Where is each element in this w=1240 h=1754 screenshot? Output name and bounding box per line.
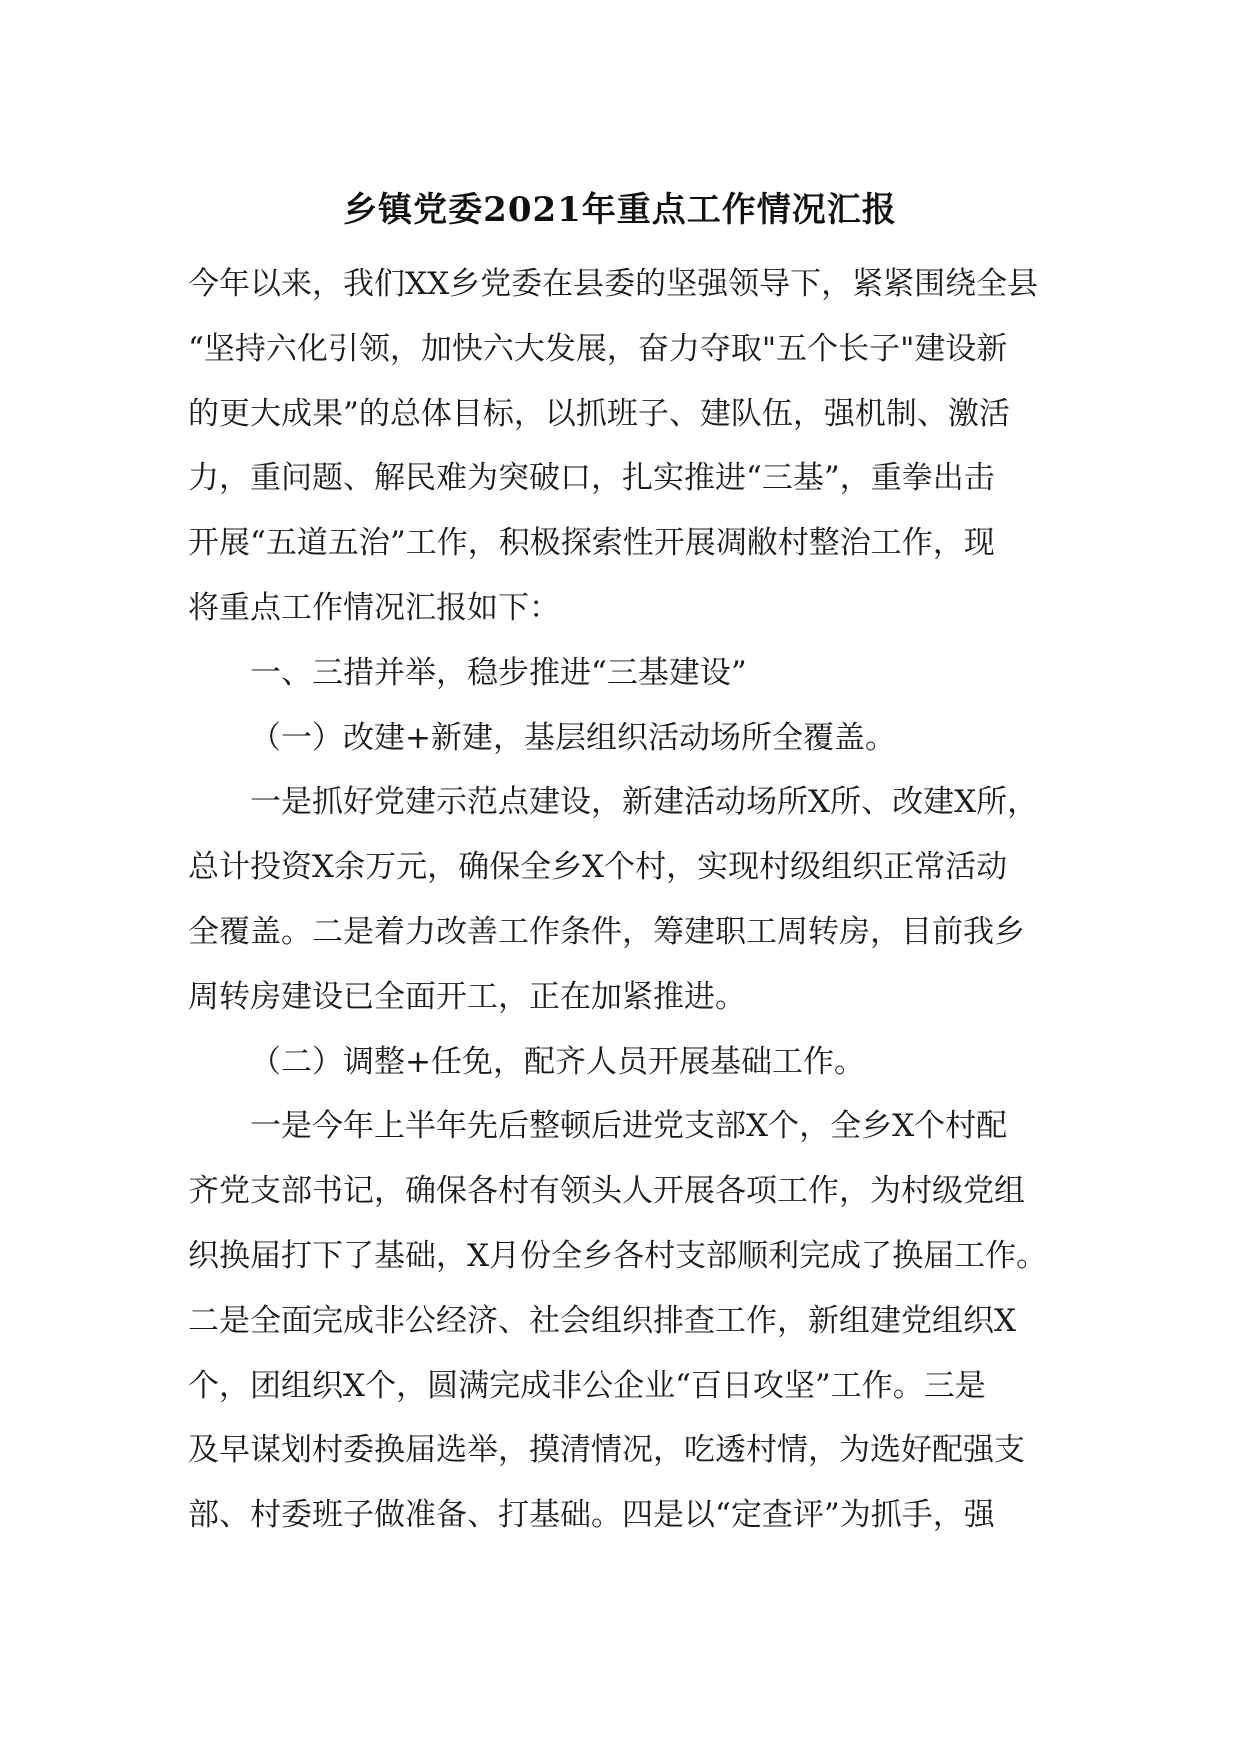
body-line: 周转房建设已全面开工，正在加紧推进。 [188, 978, 746, 1015]
body-line: 及早谋划村委换届选举，摸清情况，吃透村情，为选好配强支 [188, 1432, 1025, 1469]
body-line: 齐党支部书记，确保各村有领头人开展各项工作，为村级党组 [188, 1173, 1025, 1210]
body-line: 的更大成果”的总体目标，以抓班子、建队伍，强机制、激活 [188, 395, 1010, 432]
body-line: 二是全面完成非公经济、社会组织排查工作，新组建党组织X [188, 1302, 1017, 1339]
body-line: 将重点工作情况汇报如下： [188, 589, 560, 626]
body-line: 开展“五道五治”工作，积极探索性开展凋敝村整治工作，现 [188, 525, 995, 562]
body-line: 织换届打下了基础，X月份全乡各村支部顺利完成了换届工作。 [188, 1237, 1048, 1274]
body-line: 总计投资X余万元，确保全乡X个村，实现村级组织正常活动 [188, 849, 1008, 886]
body-line: “坚持六化引领，加快六大发展，奋力夺取"五个长子"建设新 [188, 330, 1008, 367]
body-line: 一是抓好党建示范点建设，新建活动场所X所、改建X所， [250, 784, 1039, 821]
document-title: 乡镇党委2021年重点工作情况汇报 [343, 190, 897, 230]
body-line: 力，重问题、解民难为突破口，扎实推进“三基”，重拳出击 [188, 460, 995, 497]
body-line: 一是今年上半年先后整顿后进党支部X个，全乡X个村配 [250, 1108, 1008, 1145]
subsection-heading: （二）调整+任免，配齐人员开展基础工作。 [250, 1043, 865, 1080]
section-heading: 一、三措并举，稳步推进“三基建设” [250, 654, 747, 691]
body-line: 部、村委班子做准备、打基础。四是以“定查评”为抓手，强 [188, 1497, 995, 1534]
body-line: 全覆盖。二是着力改善工作条件，筹建职工周转房，目前我乡 [188, 913, 1025, 950]
document-body [188, 252, 1053, 1548]
subsection-heading: （一）改建+新建，基层组织活动场所全覆盖。 [250, 719, 896, 756]
body-line: 个，团组织X个，圆满完成非公企业“百日攻坚”工作。三是 [188, 1367, 986, 1404]
body-line: 今年以来，我们XX乡党委在县委的坚强领导下，紧紧围绕全县 [188, 266, 1039, 302]
